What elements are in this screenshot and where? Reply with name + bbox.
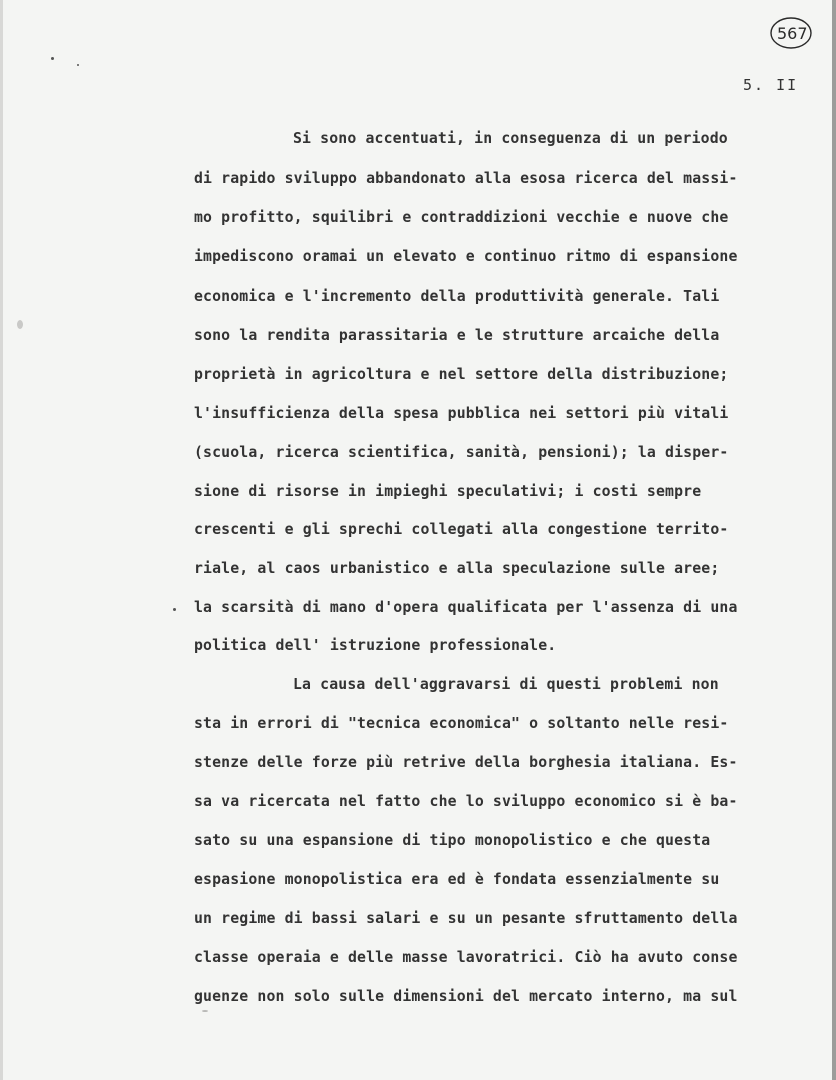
- ink-speck: [173, 608, 176, 611]
- text-line: impediscono oramai un elevato e continuo ritmo di espansione: [194, 248, 738, 265]
- ink-speck: [51, 57, 54, 60]
- text-line: l'insufficienza della spesa pubblica nei settori più vitali: [194, 405, 729, 422]
- archive-number-text: 567: [777, 24, 808, 43]
- text-line: proprietà in agricoltura e nel settore della distribuzione;: [194, 366, 729, 383]
- text-line: economica e l'incremento della produttività generale. Tali: [194, 288, 720, 305]
- page-number: 5. II: [743, 76, 799, 94]
- text-line: La causa dell'aggravarsi di questi problemi non: [293, 676, 719, 693]
- text-line: mo profitto, squilibri e contraddizioni vecchie e nuove che: [194, 209, 729, 226]
- text-line: espasione monopolistica era ed è fondata essenzialmente su: [194, 871, 720, 888]
- ink-speck: [202, 1010, 208, 1012]
- text-line: sa va ricercata nel fatto che lo sviluppo economico si è ba-: [194, 793, 738, 810]
- text-line: classe operaia e delle masse lavoratrici. Ciò ha avuto conse: [194, 949, 738, 966]
- text-line: di rapido sviluppo abbandonato alla esosa ricerca del massi-: [194, 170, 738, 187]
- text-line: sono la rendita parassitaria e le strutture arcaiche della: [194, 327, 720, 344]
- ink-speck: [17, 320, 23, 329]
- text-line: stenze delle forze più retrive della borghesia italiana. Es-: [194, 754, 738, 771]
- text-line: sato su una espansione di tipo monopolistico e che questa: [194, 832, 711, 849]
- text-line: Si sono accentuati, in conseguenza di un periodo: [293, 130, 728, 147]
- text-line: crescenti e gli sprechi collegati alla congestione territo-: [194, 521, 729, 538]
- ink-speck: [77, 64, 79, 66]
- text-line: politica dell' istruzione professionale.: [194, 637, 557, 654]
- text-line: riale, al caos urbanistico e alla speculazione sulle aree;: [194, 560, 720, 577]
- text-line: la scarsità di mano d'opera qualificata per l'assenza di una: [194, 599, 738, 616]
- text-line: un regime di bassi salari e su un pesante sfruttamento della: [194, 910, 738, 927]
- text-line: (scuola, ricerca scientifica, sanità, pensioni); la disper-: [194, 444, 729, 461]
- text-line: guenze non solo sulle dimensioni del mercato interno, ma sul: [194, 988, 738, 1005]
- text-line: sione di risorse in impieghi speculativi; i costi sempre: [194, 483, 702, 500]
- archive-number-stamp: [769, 16, 813, 50]
- text-line: sta in errori di "tecnica economica" o soltanto nelle resi-: [194, 715, 729, 732]
